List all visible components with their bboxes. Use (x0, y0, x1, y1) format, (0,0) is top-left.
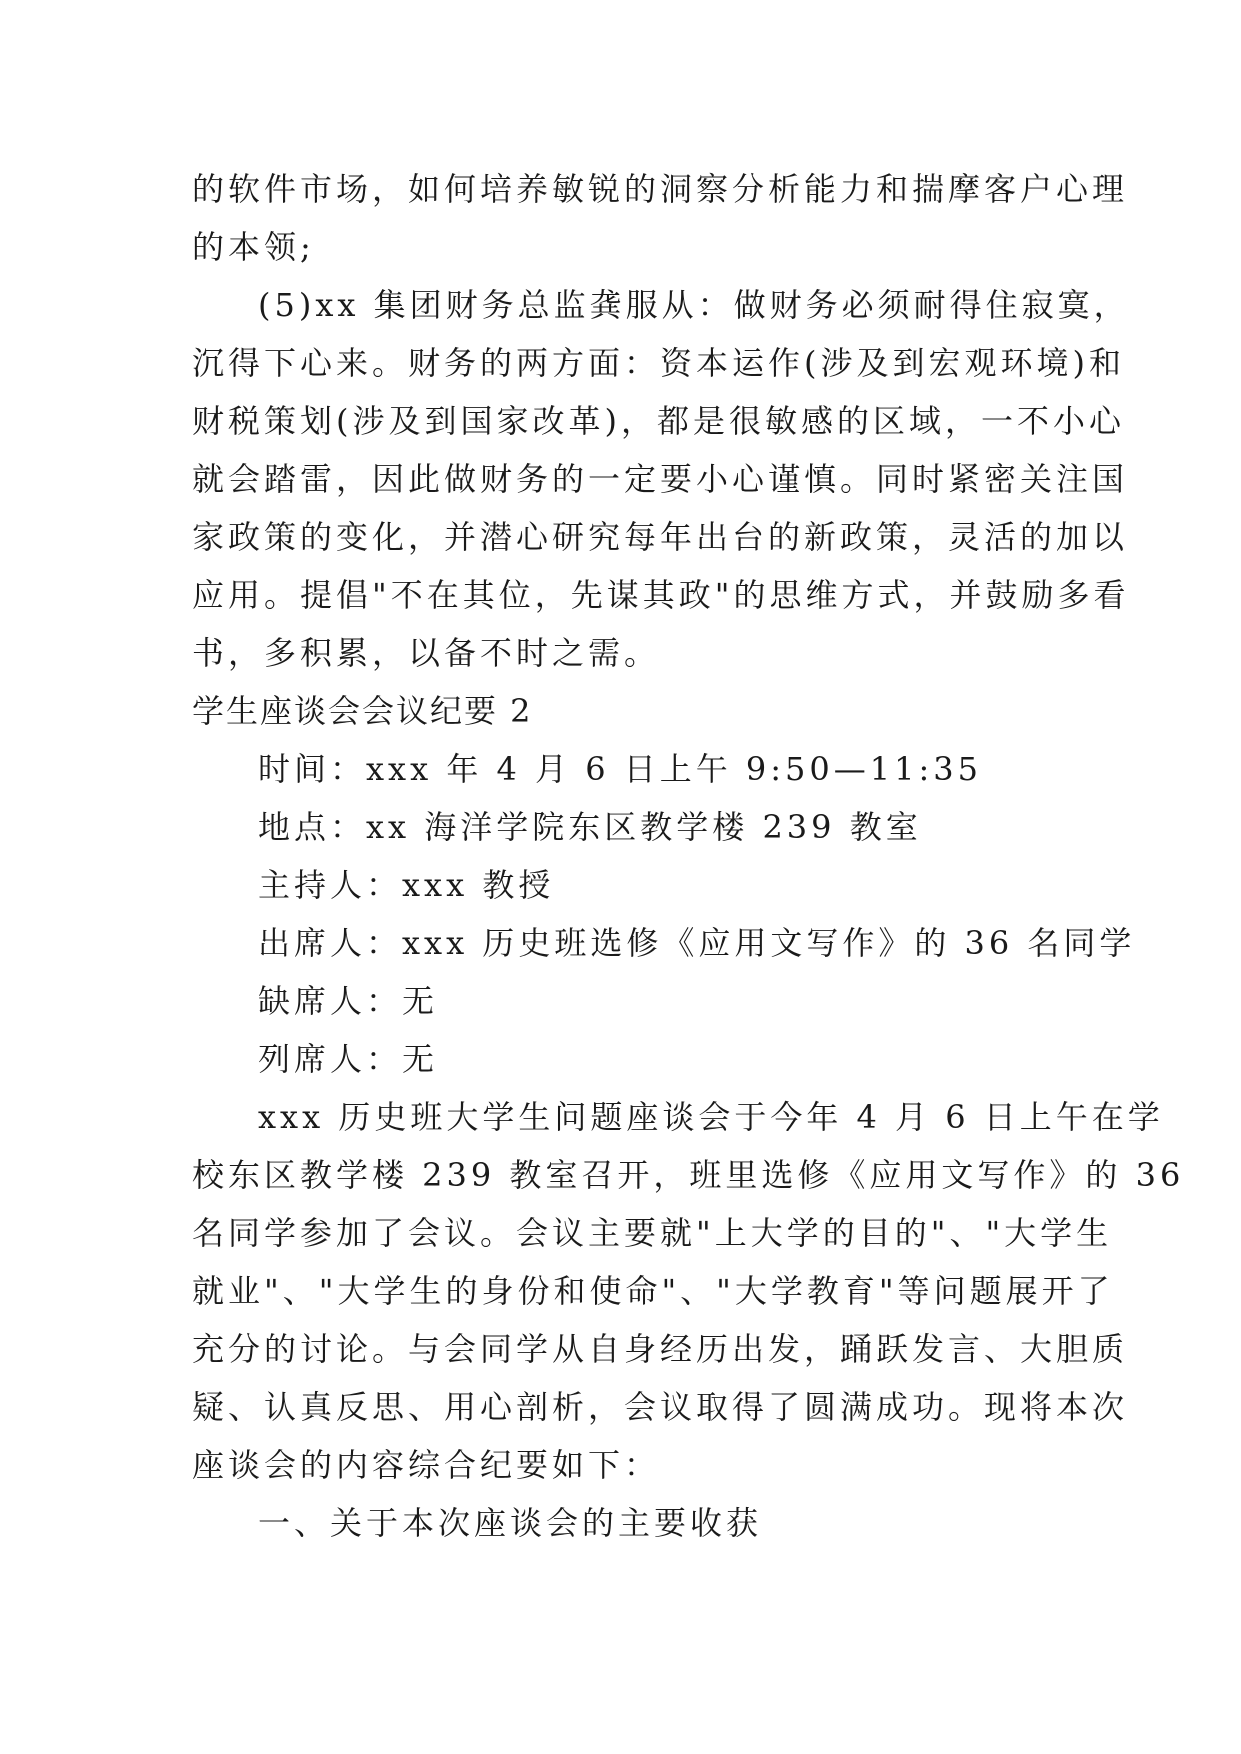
document-page (192, 160, 1185, 1552)
paragraph-line: 家政策的变化，并潜心研究每年出台的新政策，灵活的加以 (192, 518, 1129, 556)
meeting-absent: 缺席人：无 (258, 982, 439, 1020)
meeting-observers: 列席人：无 (258, 1040, 439, 1078)
paragraph-line: 应用。提倡"不在其位，先谋其政"的思维方式，并鼓励多看 (192, 576, 1130, 614)
paragraph-line: 财税策划(涉及到国家改革)，都是很敏感的区域，一不小心 (192, 402, 1125, 440)
paragraph-line: 座谈会的内容综合纪要如下： (192, 1446, 661, 1484)
paragraph-line: xxx 历史班大学生问题座谈会于今年 4 月 6 日上午在学 (258, 1098, 1164, 1136)
paragraph-line: 疑、认真反思、用心剖析，会议取得了圆满成功。现将本次 (192, 1388, 1129, 1426)
paragraph-line: 名同学参加了会议。会议主要就"上大学的目的"、"大学生 (192, 1214, 1113, 1252)
meeting-attendees: 出席人：xxx 历史班选修《应用文写作》的 36 名同学 (258, 924, 1136, 962)
paragraph-line: 校东区教学楼 239 教室召开，班里选修《应用文写作》的 36 (192, 1156, 1185, 1194)
paragraph-line: (5)xx 集团财务总监龚服从：做财务必须耐得住寂寞， (258, 286, 1130, 324)
paragraph-line: 沉得下心来。财务的两方面：资本运作(涉及到宏观环境)和 (192, 344, 1125, 382)
paragraph-line: 就会踏雷，因此做财务的一定要小心谨慎。同时紧密关注国 (192, 460, 1129, 498)
paragraph-line: 充分的讨论。与会同学从自身经历出发，踊跃发言、大胆质 (192, 1330, 1129, 1368)
section-title: 学生座谈会会议纪要 2 (192, 692, 533, 730)
paragraph-line: 的本领; (192, 228, 315, 266)
subheading: 一、关于本次座谈会的主要收获 (258, 1504, 763, 1542)
paragraph-line: 就业"、"大学生的身份和使命"、"大学教育"等问题展开了 (192, 1272, 1114, 1310)
meeting-host: 主持人：xxx 教授 (258, 866, 555, 904)
paragraph-line: 书，多积累，以备不时之需。 (192, 634, 661, 672)
meeting-place: 地点：xx 海洋学院东区教学楼 239 教室 (258, 808, 922, 846)
paragraph-line: 的软件市场，如何培养敏锐的洞察分析能力和揣摩客户心理 (192, 170, 1129, 208)
meeting-time: 时间：xxx 年 4 月 6 日上午 9:50—11:35 (258, 750, 982, 788)
